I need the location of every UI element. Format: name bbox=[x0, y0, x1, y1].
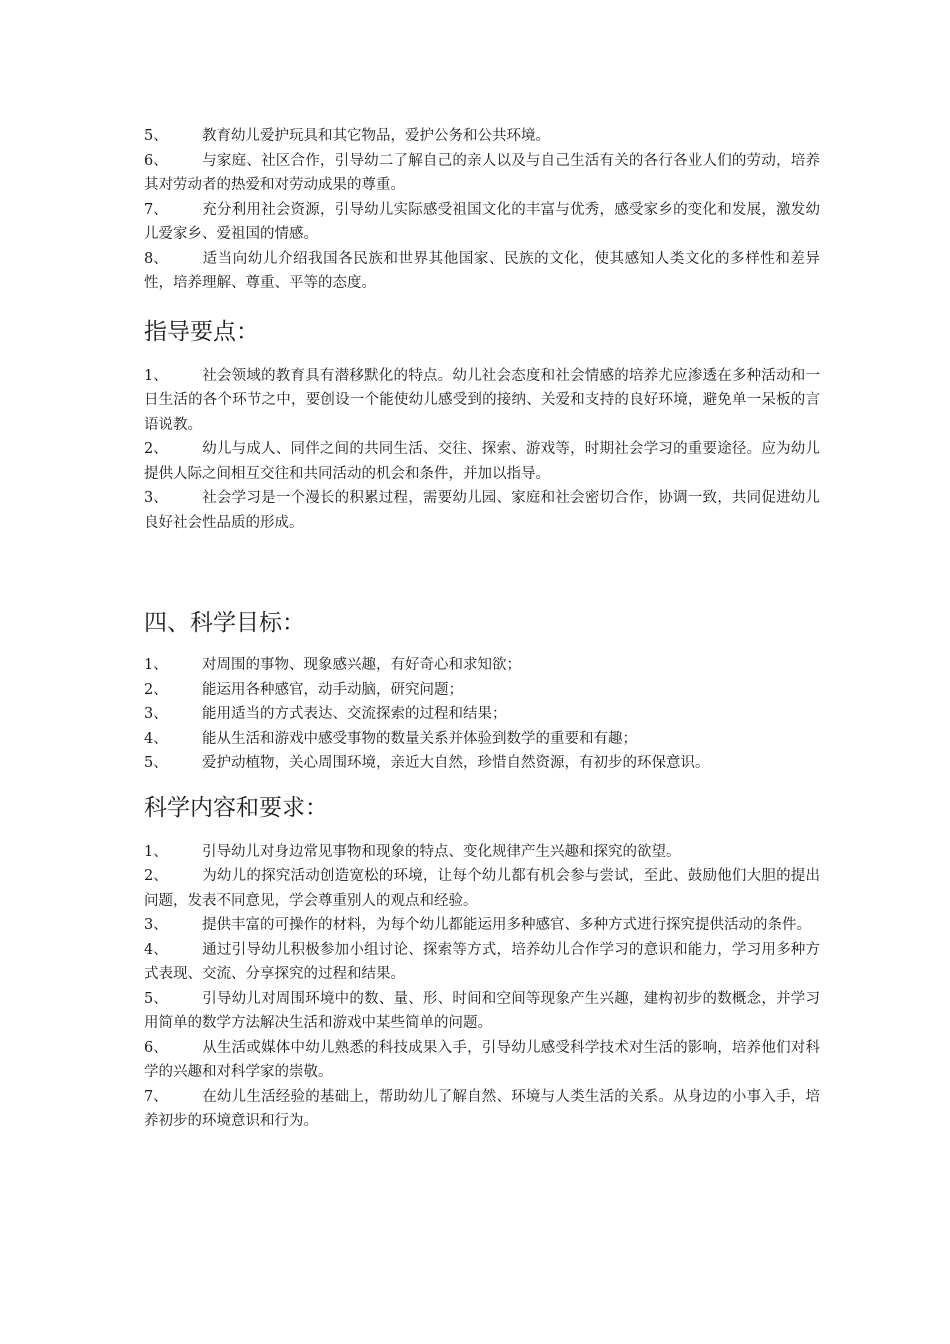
guidance-list bbox=[144, 364, 820, 536]
list-item: 3、 提供丰富的可操作的材料，为每个幼儿都能运用多种感官、多种方式进行探究提供活动的条件。 bbox=[144, 917, 811, 933]
list-item: 5、 爱护动植物，关心周围环境，亲近大自然，珍惜自然资源，有初步的环保意识。 bbox=[144, 755, 710, 771]
list-item: 2、 能运用各种感官，动手动脑，研究问题； bbox=[144, 681, 463, 698]
list-item: 1、 社会领域的教育具有潜移默化的特点。幼儿社会态度和社会情感的培养尤应渗透在多种活动和一日生活的各个环节之中，要创设一个能使幼儿感受到的接纳、关爱和支持的良好环境，避免单一呆板的言语说教。 bbox=[144, 367, 820, 433]
list-item: 4、 通过引导幼儿积极参加小组讨论、探索等方式，培养幼儿合作学习的意识和能力，学习用多种方式表现、交流、分享探究的过程和结果。 bbox=[144, 941, 820, 982]
social-goals-continued bbox=[144, 124, 820, 296]
list-item: 8、 适当向幼儿介绍我国各民族和世界其他国家、民族的文化，使其感知人类文化的多样性和差异性，培养理解、尊重、平等的态度。 bbox=[144, 250, 820, 291]
list-item: 4、 能从生活和游戏中感受事物的数量关系并体验到数学的重要和有趣； bbox=[144, 730, 637, 747]
list-item: 1、 对周围的事物、现象感兴趣，有好奇心和求知欲； bbox=[144, 657, 521, 673]
list-item: 7、 在幼儿生活经验的基础上，帮助幼儿了解自然、环境与人类生活的关系。从身边的小事入手，培养初步的环境意识和行为。 bbox=[144, 1088, 820, 1129]
list-item: 3、 能用适当的方式表达、交流探索的过程和结果； bbox=[144, 706, 507, 722]
science-content-heading: 科学内容和要求： bbox=[144, 794, 328, 821]
list-item: 1、 引导幼儿对身边常见事物和现象的特点、变化规律产生兴趣和探究的欲望。 bbox=[144, 843, 681, 860]
science-content-list bbox=[144, 840, 820, 1134]
science-goals-list bbox=[144, 653, 820, 776]
list-item: 2、 幼儿与成人、同伴之间的共同生活、交往、探索、游戏等，时期社会学习的重要途径。应为幼儿提供人际之间相互交往和共同活动的机会和条件，并加以指导。 bbox=[144, 441, 820, 482]
science-goals-heading: 四、科学目标： bbox=[144, 610, 305, 636]
list-item: 6、 从生活或媒体中幼儿熟悉的科技成果入手，引导幼儿感受科学技术对生活的影响，培养他们对科学的兴趣和对科学家的崇敬。 bbox=[144, 1039, 820, 1080]
list-item: 5、 引导幼儿对周围环境中的数、量、形、时间和空间等现象产生兴趣，建构初步的数概念，并学习用简单的数学方法解决生活和游戏中某些简单的问题。 bbox=[144, 990, 820, 1031]
list-item: 3、 社会学习是一个漫长的积累过程，需要幼儿园、家庭和社会密切合作，协调一致，共同促进幼儿良好社会性品质的形成。 bbox=[144, 490, 820, 531]
document-page bbox=[144, 124, 820, 1134]
list-item: 6、 与家庭、社区合作，引导幼二了解自己的亲人以及与自己生活有关的各行各业人们的劳动，培养其对劳动者的热爱和对劳动成果的尊重。 bbox=[144, 152, 820, 193]
list-item: 5、 教育幼儿爱护玩具和其它物品，爱护公务和公共环境。 bbox=[144, 128, 550, 144]
guidance-heading: 指导要点： bbox=[144, 318, 259, 345]
list-item: 7、 充分利用社会资源，引导幼儿实际感受祖国文化的丰富与优秀，感受家乡的变化和发展，激发幼儿爱家乡、爱祖国的情感。 bbox=[144, 201, 820, 242]
list-item: 2、 为幼儿的探究活动创造宽松的环境，让每个幼儿都有机会参与尝试，至此、鼓励他们大胆的提出问题，发表不同意见，学会尊重别人的观点和经验。 bbox=[144, 868, 820, 909]
